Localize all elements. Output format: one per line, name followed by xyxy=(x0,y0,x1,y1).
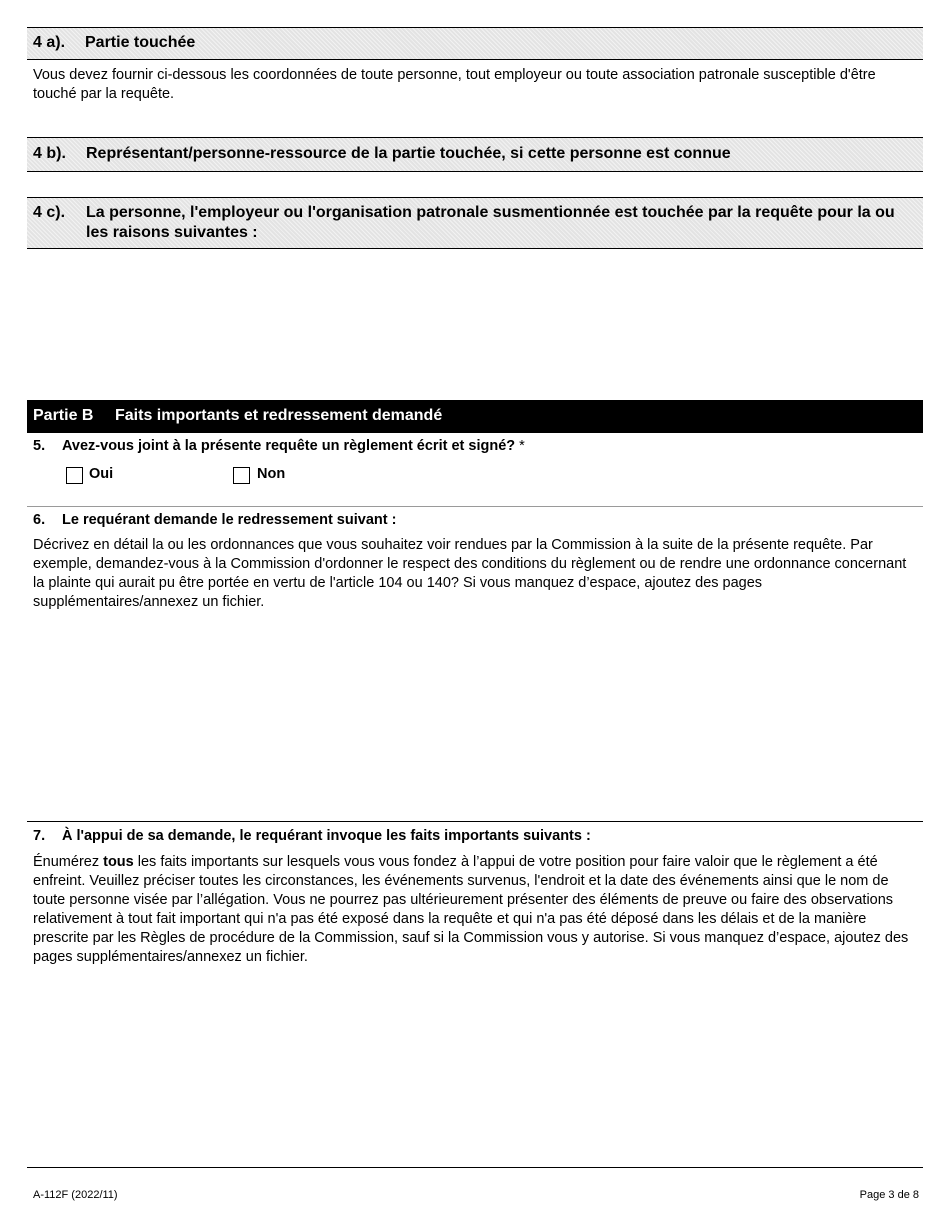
section-4a-title: Partie touchée xyxy=(85,34,196,51)
footer-divider xyxy=(27,1167,923,1168)
form-code: A-112F (2022/11) xyxy=(33,1189,118,1201)
section-4c-header xyxy=(27,197,923,249)
section-4b-title: Représentant/personne-ressource de la partie touchée, si cette personne est connue xyxy=(86,145,731,162)
question-5-number: 5. xyxy=(33,438,46,454)
question-5-label: Avez-vous joint à la présente requête un règlement écrit et signé? xyxy=(62,438,516,454)
part-b-header xyxy=(27,400,923,433)
part-b-label: Partie B xyxy=(33,407,94,424)
page-number: Page 3 de 8 xyxy=(859,1189,919,1201)
question-6-description: Décrivez en détail la ou les ordonnances que vous souhaitez voir rendues par la Commission à la suite de la présente requête. Par exemple, demandez-vous à la Commission d'ordonner le respect des conditions du règlement ou de rendre une ordonnance concernant la plainte qui aurait pu être portée en vertu de l'article 104 ou 140? Si vous manquez d’espace, ajoutez des pages supplémentaires/annexez un fichier. xyxy=(33,537,907,610)
part-b-title: Faits importants et redressement demandé xyxy=(115,407,443,424)
section-4a-header xyxy=(27,27,923,60)
required-marker: * xyxy=(519,438,525,454)
checkbox-non[interactable] xyxy=(233,467,250,484)
question-7-title: À l'appui de sa demande, le requérant invoque les faits importants suivants : xyxy=(62,828,591,844)
checkbox-oui[interactable] xyxy=(66,467,83,484)
divider xyxy=(27,821,923,822)
question-5-text xyxy=(62,438,525,454)
section-4b-number: 4 b). xyxy=(33,145,66,162)
question-7-number: 7. xyxy=(33,828,46,844)
section-4b-header xyxy=(27,137,923,172)
question-7-desc-emphasis: tous xyxy=(103,854,134,870)
question-6-number: 6. xyxy=(33,512,46,528)
section-4c-number: 4 c). xyxy=(33,204,66,221)
divider xyxy=(27,506,923,507)
section-4c-title: La personne, l'employeur ou l'organisation patronale susmentionnée est touchée par la requête pour la ou les raisons suivantes : xyxy=(86,204,895,241)
checkbox-non-label: Non xyxy=(257,466,286,482)
section-4a-number: 4 a). xyxy=(33,34,66,51)
question-7-desc-start: Énumérez xyxy=(33,854,104,870)
question-6-title: Le requérant demande le redressement suivant : xyxy=(62,512,397,528)
question-7-description xyxy=(33,853,918,967)
question-7-desc-rest: les faits importants sur lesquels vous vous fondez à l’appui de votre position pour faire valoir que le règlement a été enfreint. Veuillez préciser toutes les circonstances, les événements survenus, l'endroit et la date des événements ainsi que le nom de toute personne visée par l’allégation. Vous ne pourrez pas ultérieurement présenter des éléments de preuve ou faire des observations relativement à tout fait important qui n'a pas été exposé dans la requête et qui n'a pas été déposé dans les délais et de la manière prescrite par les Règles de procédure de la Commission, sauf si la Commission vous y autorise. Si vous manquez d’espace, ajoutez des pages supplémentaires/annexez un fichier. xyxy=(33,854,909,965)
checkbox-oui-label: Oui xyxy=(89,466,114,482)
section-4a-description: Vous devez fournir ci-dessous les coordonnées de toute personne, tout employeur ou toute association patronale susceptible d'être touché par la requête. xyxy=(33,67,876,102)
